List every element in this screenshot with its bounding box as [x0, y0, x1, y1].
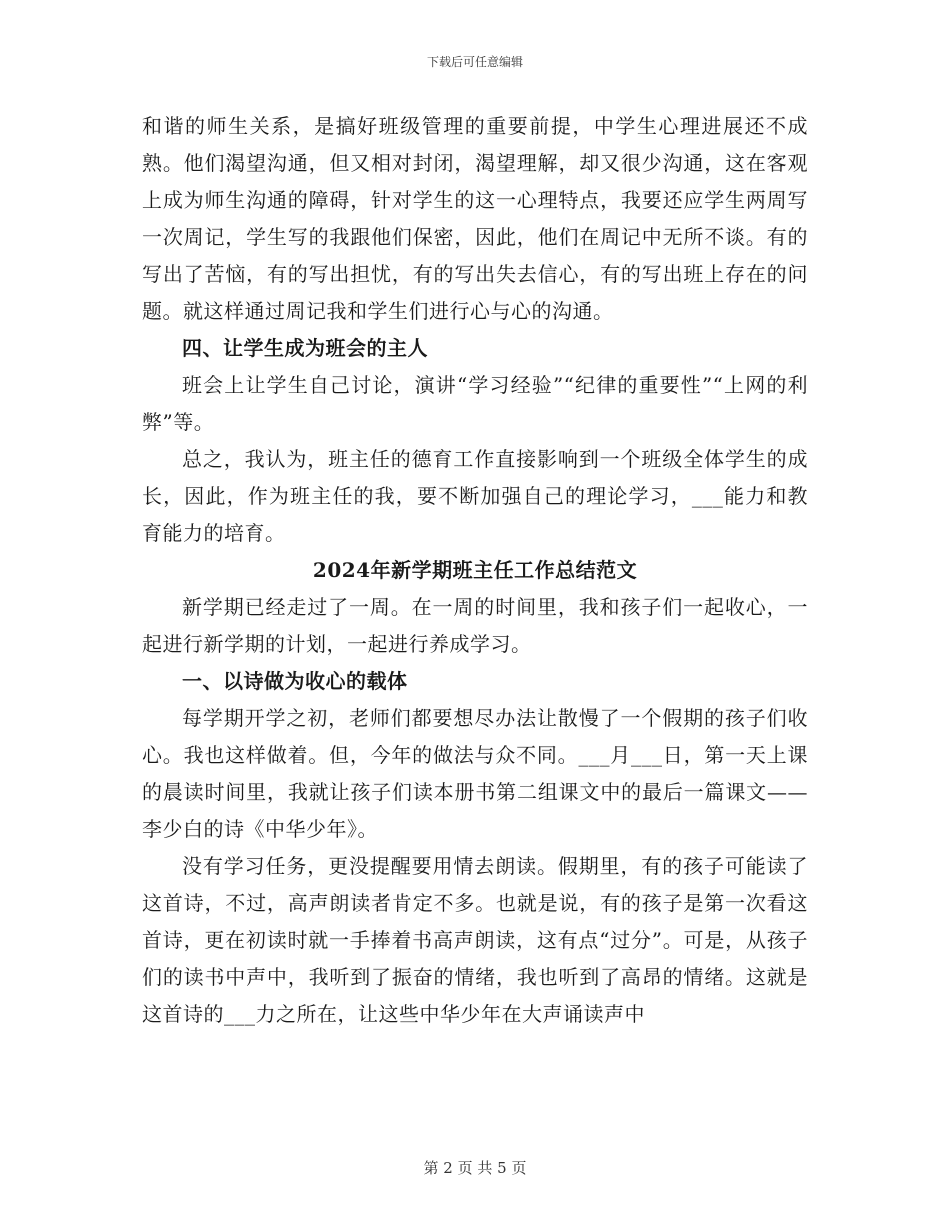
paragraph-semester-start: 每学期开学之初，老师们都要想尽办法让散慢了一个假期的孩子们收心。我也这样做着。但，今年的做法与众不同。___月___日，第一天上课的晨读时间里，我就让孩子们读本册书第二组课文中的最后一篇课文——李少白的诗《中华少年》。 [142, 706, 808, 841]
document-body [142, 108, 808, 1033]
page-footer: 第 2 页 共 5 页 [423, 1159, 527, 1177]
section-heading-class-meeting: 四、让学生成为班会的主人 [182, 336, 428, 360]
paragraph-intro: 新学期已经走过了一周。在一周的时间里，我和孩子们一起收心，一起进行新学期的计划，一起进行养成学习。 [142, 595, 808, 656]
paragraph-conclusion: 总之，我认为，班主任的德育工作直接影响到一个班级全体学生的成长，因此，作为班主任的我，要不断加强自己的理论学习，___能力和教育能力的培育。 [142, 447, 808, 545]
paragraph-teacher-student-relations: 和谐的师生关系，是搞好班级管理的重要前提，中学生心理进展还不成熟。他们渴望沟通，但又相对封闭，渴望理解，却又很少沟通，这在客观上成为师生沟通的障碍，针对学生的这一心理特点，我要还应学生两周写一次周记，学生写的我跟他们保密，因此，他们在周记中无所不谈。有的写出了苦恼，有的写出担忧，有的写出失去信心，有的写出班上存在的问题。就这样通过周记我和学生们进行心与心的沟通。 [142, 114, 808, 323]
paragraph-class-meeting: 班会上让学生自己讨论，演讲“学习经验”“纪律的重要性”“上网的利弊”等。 [142, 373, 808, 434]
page-header: 下载后可任意编辑 [426, 55, 523, 69]
section-heading-poetry: 一、以诗做为收心的载体 [182, 669, 408, 693]
document-title: 2024年新学期班主任工作总结范文 [312, 558, 638, 582]
paragraph-reading: 没有学习任务，更没提醒要用情去朗读。假期里，有的孩子可能读了这首诗，不过，高声朗读者肯定不多。也就是说，有的孩子是第一次看这首诗，更在初读时就一手捧着书高声朗读，这有点“过分”。可是，从孩子们的读书中声中，我听到了振奋的情绪，我也听到了高昂的情绪。这就是这首诗的___力之所在，让这些中华少年在大声诵读声中 [142, 854, 808, 1026]
